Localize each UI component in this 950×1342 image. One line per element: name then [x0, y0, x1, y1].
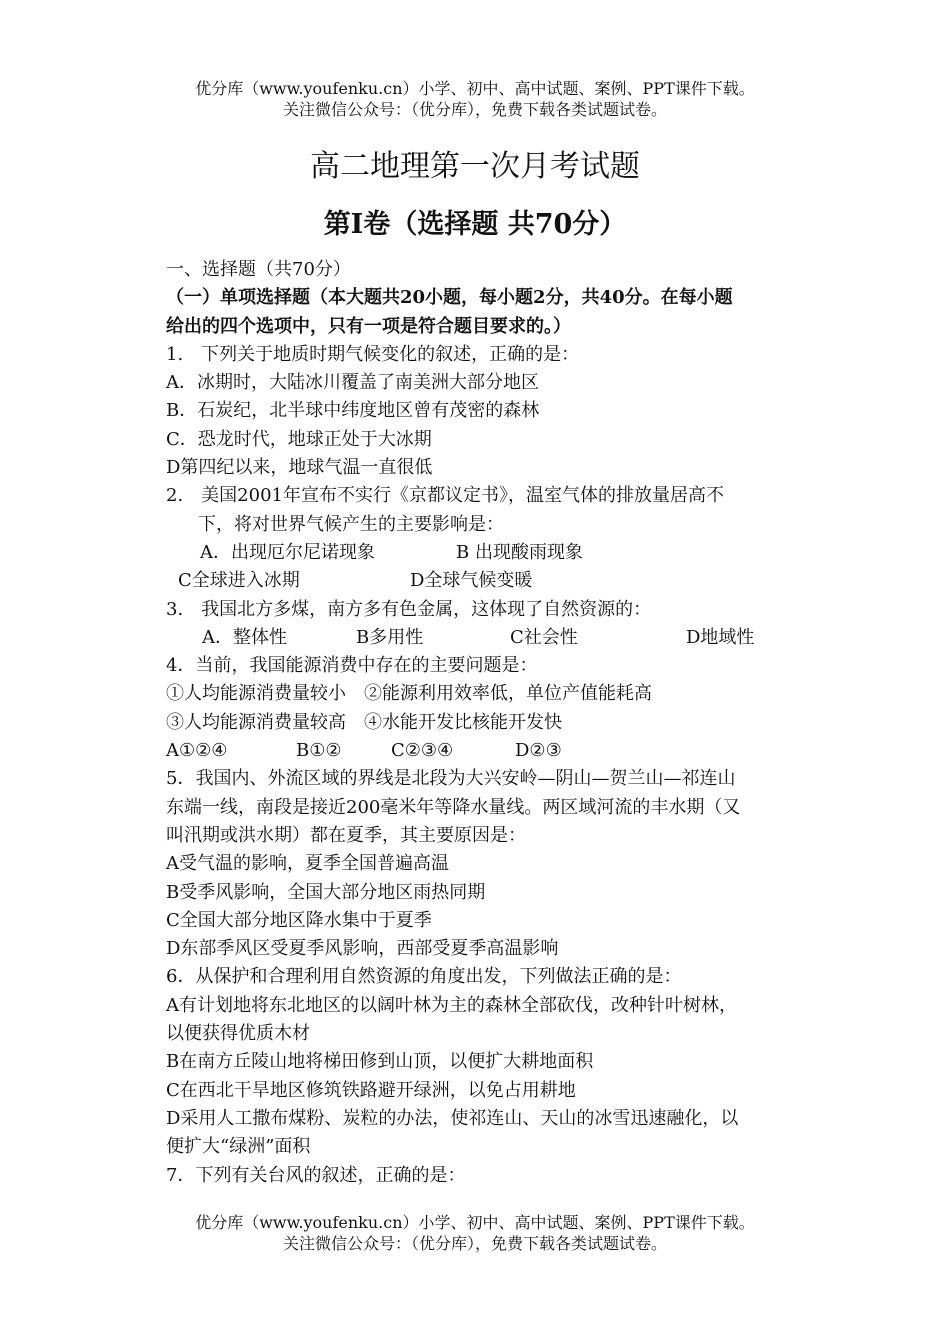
- question-6-option-c: C在西北干旱地区修筑铁路避开绿洲，以免占用耕地: [166, 1079, 576, 1101]
- question-4-statements-2: ③人均能源消费量较高 ④水能开发比核能开发快: [166, 711, 562, 733]
- question-1-stem: 1. 下列关于地质时期气候变化的叙述，正确的是：: [166, 343, 580, 365]
- question-2-option-a: A．出现厄尔尼诺现象: [200, 541, 375, 563]
- question-5-option-a: A受气温的影响，夏季全国普遍高温: [166, 853, 449, 875]
- question-5-option-b: B受季风影响，全国大部分地区雨热同期: [166, 881, 486, 903]
- question-4-stem: 4．当前，我国能源消费中存在的主要问题是：: [166, 655, 538, 677]
- question-4-option-b: B①②: [296, 740, 342, 762]
- question-3-option-d: D地域性: [686, 626, 755, 648]
- question-5-stem-line-1: 5．我国内、外流区域的界线是北段为大兴安岭—阴山—贺兰山—祁连山: [166, 768, 736, 790]
- question-1-option-c: C．恐龙时代，地球正处于大冰期: [166, 428, 432, 450]
- question-6-option-b: B在南方丘陵山地将梯田修到山顶，以便扩大耕地面积: [166, 1051, 594, 1073]
- question-2-stem-line-1: 2. 美国2001年宣布不实行《京都议定书》，温室气体的排放量居高不: [166, 485, 724, 507]
- page-title: 高二地理第一次月考试题: [310, 149, 640, 184]
- question-4-statements-1: ①人均能源消费量较小 ②能源利用效率低，单位产值能耗高: [166, 683, 652, 705]
- question-6-option-d-line-1: D采用人工撒布煤粉、炭粒的办法，使祁连山、天山的冰雪迅速融化，以: [166, 1107, 739, 1129]
- question-2-option-d: D全球气候变暖: [410, 570, 533, 592]
- question-5-stem-line-2: 东端一线，南段是接近200毫米年等降水量线。两区域河流的丰水期（又: [166, 796, 741, 818]
- question-2-option-b: B 出现酸雨现象: [456, 541, 583, 563]
- section-subtitle: 第Ⅰ卷（选择题 共70分）: [323, 209, 627, 240]
- header-line-2: 关注微信公众号：（优分库），免费下载各类试题试卷。: [282, 100, 667, 119]
- question-5-stem-line-3: 叫汛期或洪水期）都在夏季，其主要原因是：: [166, 824, 526, 846]
- question-3-option-a: A．整体性: [202, 626, 287, 648]
- question-2-options-row-2: [166, 567, 788, 595]
- question-4-option-c: C②③④: [391, 740, 454, 762]
- question-4-option-d: D②③: [515, 740, 562, 762]
- footer-line-1: 优分库（www.youfenku.cn）小学、初中、高中试题、案例、PPT课件下载。: [195, 1213, 755, 1232]
- page-header: [0, 78, 950, 120]
- instruction-line-2: 给出的四个选项中，只有一项是符合题目要求的。）: [166, 315, 571, 337]
- question-3-option-c: C社会性: [510, 626, 578, 648]
- question-3-stem: 3. 我国北方多煤，南方多有色金属，这体现了自然资源的：: [166, 598, 652, 620]
- question-6-stem: 6．从保护和合理利用自然资源的角度出发，下列做法正确的是：: [166, 966, 682, 988]
- question-6-option-a-line-2: 以便获得优质木材: [166, 1023, 310, 1045]
- question-2-stem-line-2: 下，将对世界气候产生的主要影响是：: [198, 513, 504, 535]
- question-4-options: [166, 737, 788, 765]
- question-4-option-a: A①②④: [166, 740, 228, 762]
- question-3-options: [166, 624, 788, 652]
- instruction-line-1: （一）单项选择题（本大题共20小题，每小题2分，共40分。在每小题: [166, 287, 733, 309]
- question-7-stem: 7．下列有关台风的叙述，正确的是：: [166, 1164, 466, 1186]
- footer-line-2: 关注微信公众号：（优分库），免费下载各类试题试卷。: [282, 1234, 667, 1253]
- question-6-option-d-line-2: 便扩大“绿洲”面积: [166, 1136, 311, 1158]
- question-1-option-b: B．石炭纪，北半球中纬度地区曾有茂密的森林: [166, 400, 540, 422]
- page-footer: [0, 1212, 950, 1254]
- exam-body: [166, 256, 788, 1190]
- question-1-option-d: D第四纪以来，地球气温一直很低: [166, 457, 433, 479]
- question-3-option-b: B多用性: [356, 626, 424, 648]
- question-1-option-a: A．冰期时，大陆冰川覆盖了南美洲大部分地区: [166, 372, 539, 394]
- question-2-option-c: C全球进入冰期: [178, 570, 300, 592]
- header-line-1: 优分库（www.youfenku.cn）小学、初中、高中试题、案例、PPT课件下载。: [195, 79, 755, 98]
- question-5-option-c: C全国大部分地区降水集中于夏季: [166, 909, 432, 931]
- section-heading: 一、选择题（共70分）: [166, 259, 351, 280]
- question-6-option-a-line-1: A有计划地将东北地区的以阔叶林为主的森林全部砍伐，改种针叶树林，: [166, 994, 737, 1016]
- question-5-option-d: D东部季风区受夏季风影响，西部受夏季高温影响: [166, 938, 559, 960]
- question-2-options-row-1: [166, 539, 788, 567]
